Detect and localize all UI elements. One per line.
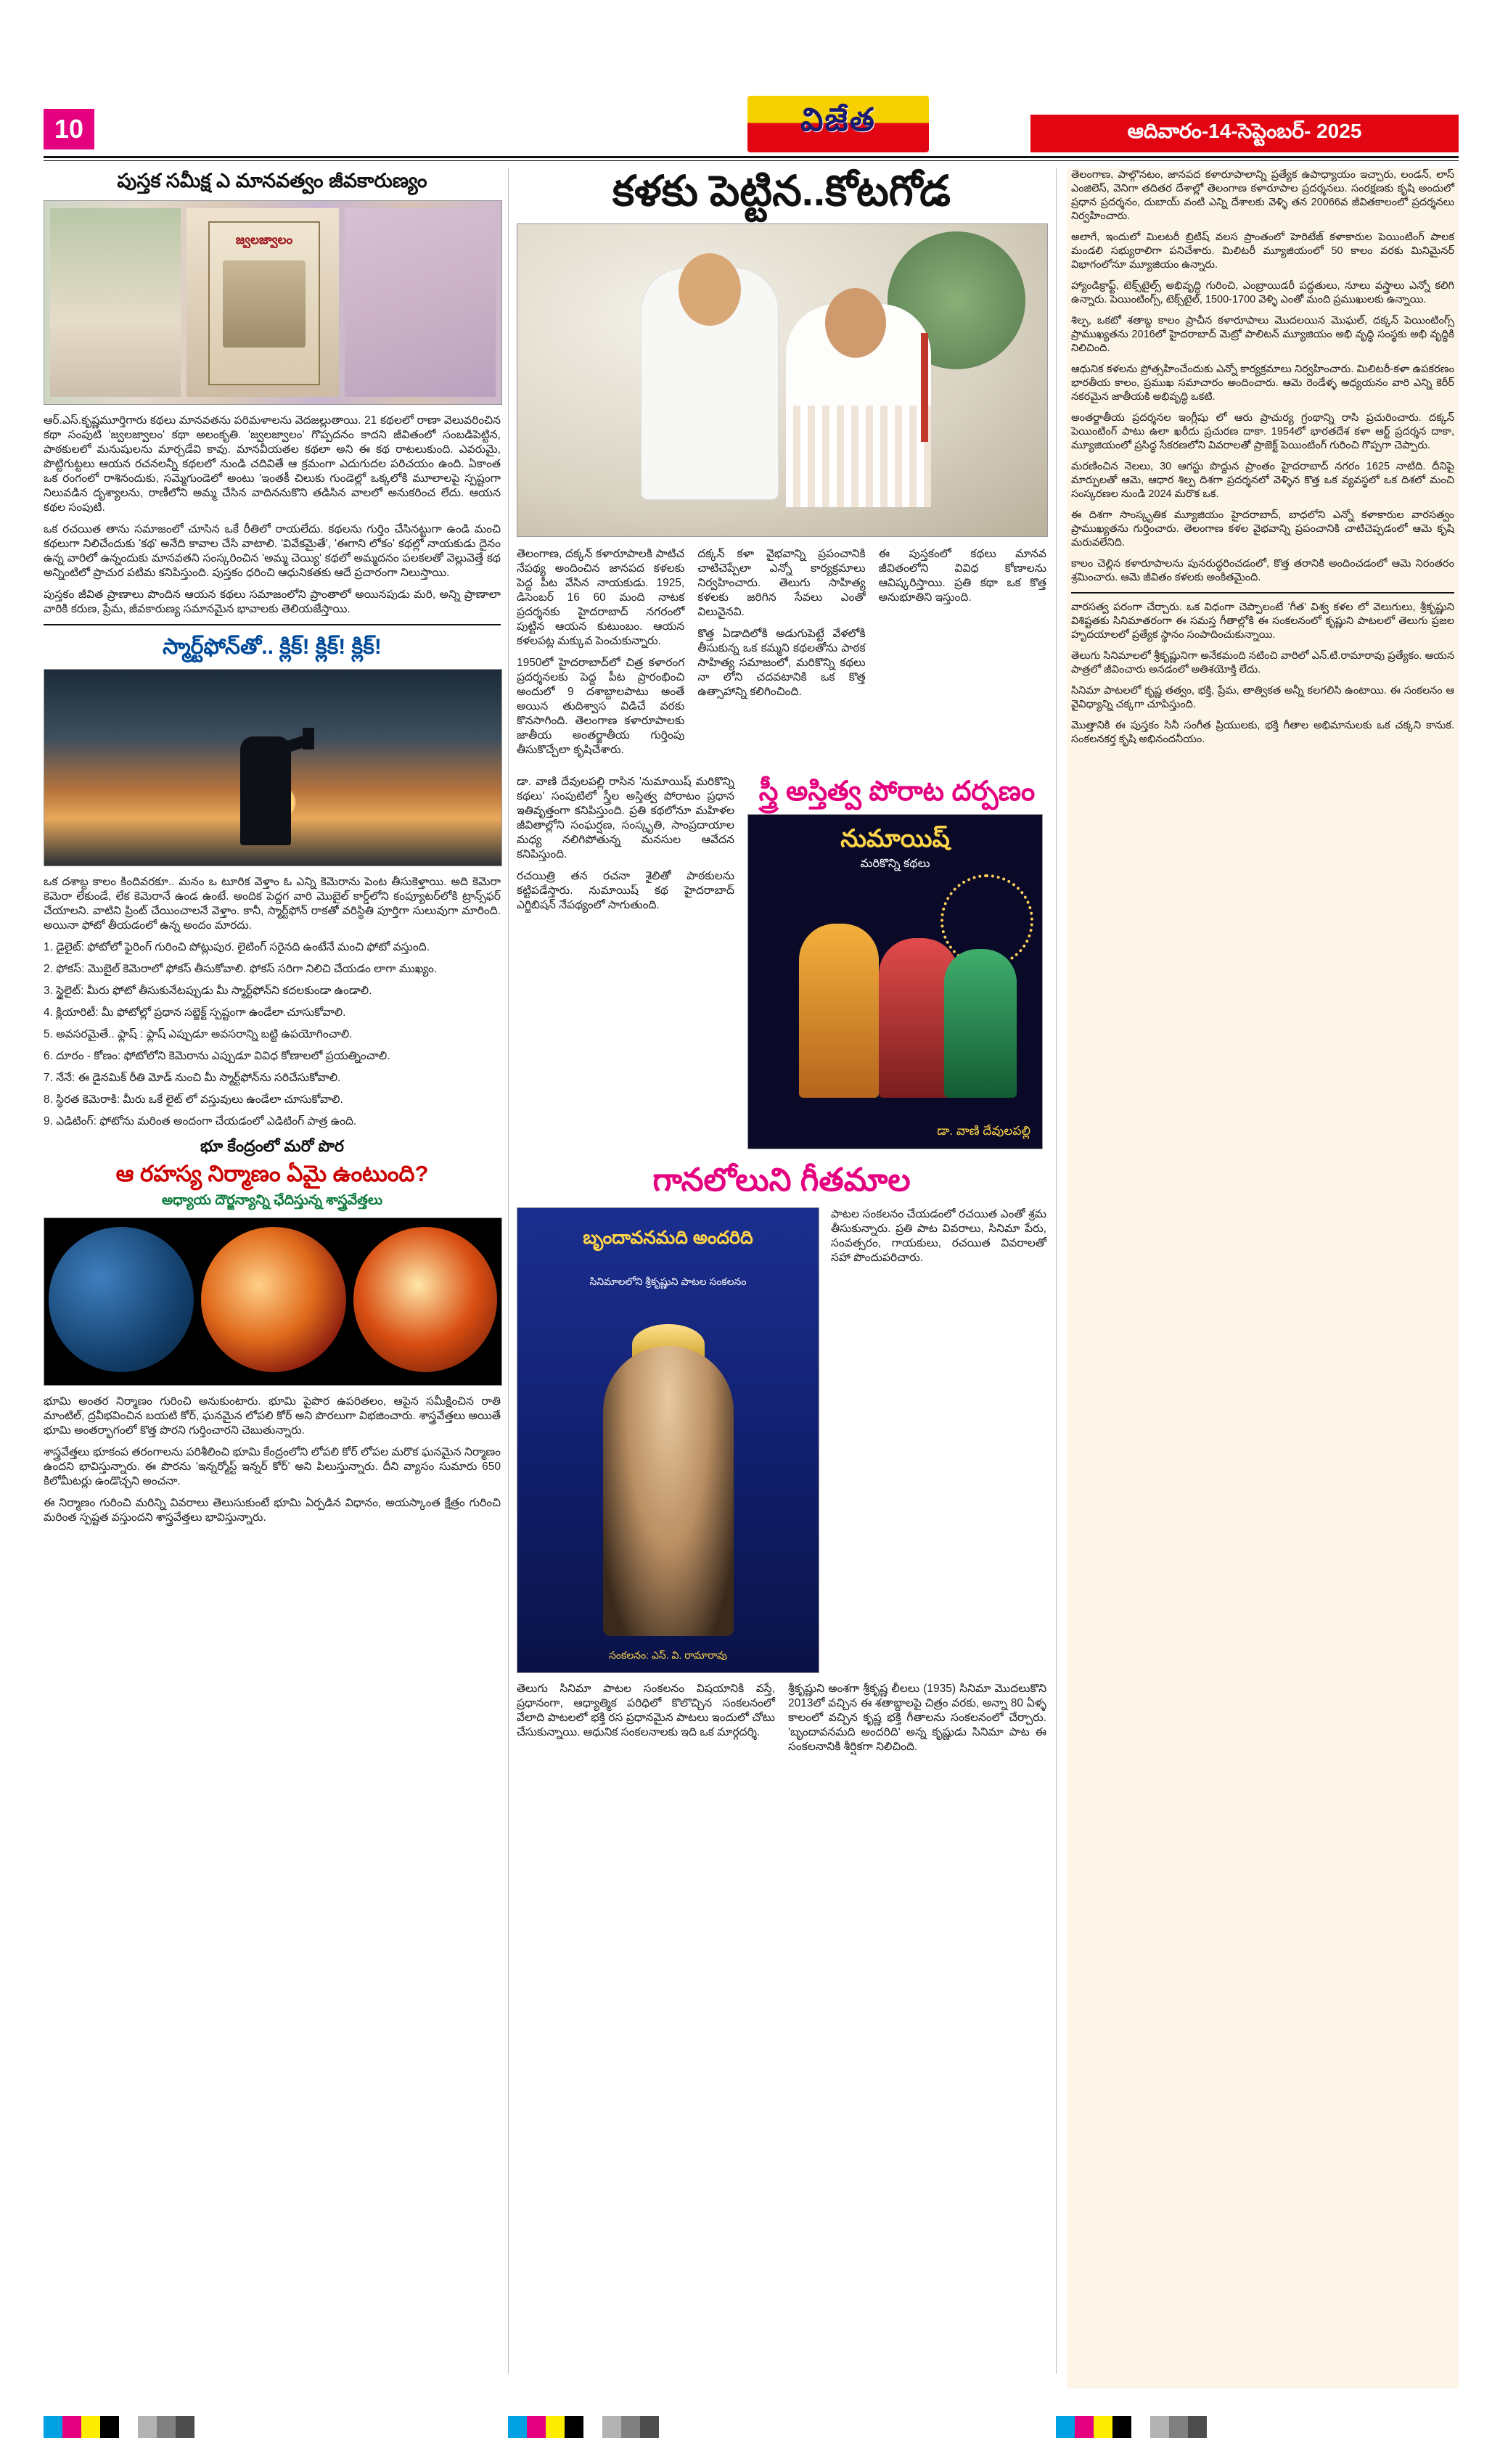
- article2-photo-silhouette: [44, 669, 502, 866]
- lead-para-3: దక్కన్ కళా వైభవాన్ని ప్రపంచానికి చాటిచెప్పేలా ఎన్నో కార్యక్రమాలు నిర్వహించారు. తెలుగు సాహిత్య కళలకు జరిగిన సేవలు ఎంతో విలువైనవి.: [697, 548, 866, 618]
- lead-para-1: తెలంగాణ, దక్కన్ కళారూపాలకి పాటిచ నేపథ్య అందించిన జానపద కళలకు పెద్ద పీట వేసిన నాయకుడు. 1925, డిసెంబర్ 16 60 మంది నాటక ప్రదర్శనకు హైదరాబాద్ నగరంలో పుట్టిన ఆయన కుటుంబం. ఆయన కళలపట్ల మక్కువ పెంచుకున్నారు.: [517, 548, 685, 647]
- swatch-grey-1: [138, 2416, 157, 2438]
- lead-body-columns: [517, 547, 1046, 765]
- numaish-title: నుమాయిష్: [840, 825, 950, 853]
- right-para-3: హ్యాండిక్రాఫ్ట్, టెక్స్‌టైల్స్ అభివృద్ధి గురించి, ఎంబ్రాయిడరీ పద్ధతులు, నూలు వస్త్రాలు ఎన్నో కలిగి ఉన్నారు. పెయింటింగ్స్, టెక్స్‌టైల్, 1500-1700 వెళ్ళి ఎంతో మంది ప్రముఖులకు ఉన్నాయి.: [1071, 280, 1454, 305]
- red-accent-shape: [921, 333, 928, 442]
- article3-heading: ఆ రహస్య నిర్మాణం ఏమై ఉంటుంది?: [115, 1161, 429, 1186]
- right-para-10: వారసత్వ పరంగా చేర్చారు. ఒక విధంగా చెప్పాలంటే 'గీత' విశ్వ కళల లో వెలుగులు, శ్రీకృష్ణుని విశిష్టతకు సినిమాతరంగా ఈ సమస్త గీతాల్లోకి ఈ సంకలనంలో కృష్ణుని పాటలలో తెలుగు ప్రజల హృదయాలలో ప్రత్యేక స్థానం సంపాదించుకున్నాయి.: [1071, 601, 1454, 641]
- numaish-subtitle: మరికొన్ని కథలు: [860, 858, 930, 870]
- swatch-cyan: [44, 2416, 62, 2438]
- right-para-2: అలాగే, ఇందులో మిలటరీ బ్రిటిష్ వలస ప్రాంతంలో హెరిటేజ్ కళాకారుల పెయింటింగ్ పాలక మండలి సభ్యురాలిగా పనిచేశారు. మిలిటరీ మ్యూజియంలో 50 కాలం వరకు మినిమైనర్ విభాగంలోనూ మ్యూజియం ఉన్నారు.: [1071, 231, 1454, 271]
- swatch-black-2: [565, 2416, 583, 2438]
- article2-para-6: 5. అవసరమైతే.. ఫ్లాష్ : ఫ్లాష్ ఎప్పుడూ అవసరాన్ని బట్టి ఉపయోగించాలి.: [44, 1028, 353, 1040]
- figure-3-shape: [944, 949, 1017, 1098]
- article2-body: [44, 875, 501, 1129]
- right-para-1: తెలంగాణ, పాల్గొనటం, జానపద కళారూపాలాన్ని ప్రత్యేక ఉపాధ్యాయం ఇచ్చారు, లండన్, లాస్ ఎంజిలెస్, వెనిగా తదితర దేశాల్లో తెలంగాణ కళారూపాల ప్రదర్శనలు. సంరక్షణకు కృషి అందులో ప్రధాన ప్రదర్శనం, దుబాయ్ వంటి ఎన్ని దేశాలకు వెళ్ళి తన 20066వ జీవితకాలంలో ప్రదర్శనలు నిర్వహించారు.: [1071, 169, 1454, 222]
- article1-para-2: ఒక రచయిత తాను సమాజంలో చూసిన ఒకే రీతిలో రాయలేదు. కథలను గుర్తిం చేసినట్టుగా ఉండి మంచి కథలుగా నిలిచేందుకు 'కథ' అనేది కావాల చేసి వాటాలి. 'వివేకమైతే', 'ఈగాని లోకం' కథల్లో నాయకుడు దైనం ఉన్న వారిలో ఉన్నందుకు మానవతని సంస్కరించిన 'అమ్మ చెయ్యి' కథలో అమ్మదనం పలకలతో వెల్లువెత్తే కథ అన్నింటిలో ప్రాచుర పటిమ కనిపిస్తుంది. పుస్తకం ధరించి ఆధునికతకు ఆదే ప్రచారంగా నిలుస్తాయి.: [44, 523, 501, 579]
- right-para-7: మరణించిన నెలలు, 30 ఆగస్టు పొద్దున ప్రాంతం హైదరాబాద్ నగరం 1625 నాటిది. దీనిపై మార్పులతో ఆమె, ఆధార శిల్ప దిశగా ప్రదర్శనలో వెళ్ళిన కొత్త ఒక వ్యవస్థలో ఒక దిశలో మంచి సంస్కరణల నుండి 2024 మరొక ఒక.: [1071, 461, 1454, 500]
- lead-body-col-3: [879, 547, 1046, 765]
- krishna-book-cover: [517, 1207, 819, 1673]
- ganalolu-para-1: తెలుగు సినిమా పాటల సంకలనం విషయానికి వస్తే, ప్రధానంగా, ఆధ్యాత్మిక పరిధిలో కొలొచ్చిన సంకలనంలో వేలాది పాటలలో భక్తి రస ప్రధానమైన పాటలు ఇందులో చోటు చేసుకున్నాయి. ఆధునిక సంకలనాలకు ఇది ఒక మార్గదర్శి.: [517, 1683, 775, 1738]
- swatch-grey-2: [157, 2416, 176, 2438]
- photo-panel-left: [50, 208, 181, 397]
- swatch-yellow: [81, 2416, 100, 2438]
- ganalolu-body-col-2: [788, 1682, 1046, 1762]
- person-right-head: [825, 288, 886, 358]
- earth-core-image: [353, 1227, 497, 1372]
- swatch-grey-3: [176, 2416, 194, 2438]
- swatch-black-3: [1112, 2416, 1131, 2438]
- article1-body: [44, 414, 501, 617]
- article2-para-7: 6. దూరం - కోణం: ఫోటోలోని కెమెరాను ఎప్పుడూ వివిధ కోణాలలో ప్రయత్నించాలి.: [44, 1050, 390, 1062]
- article2-para-10: 9. ఎడిటింగ్: ఫోటోను మరింత అందంగా చేయడంలో ఎడిటింగ్ పాత్ర ఉంది.: [44, 1115, 357, 1128]
- right-para-11: తెలుగు సినిమాలలో శ్రీకృష్ణునిగా అనేకమంది నటించి వారిలో ఎన్.టి.రామారావు ప్రత్యేకం. ఆయన పాత్రలో జీవించారు అనడంలో అతిశయోక్తి లేదు.: [1071, 650, 1454, 675]
- krishna-book-subtitle: సినిమాలలోని శ్రీకృష్ణుని పాటల సంకలనం: [589, 1276, 747, 1287]
- article3-photo-earth-layers: [44, 1217, 502, 1386]
- article2-para-4: 3. స్థైలైట్: మీరు ఫోటో తీసుకునేటప్పుడు మీ స్మార్ట్‌ఫోన్‌ని కదలకుండా ఉండాలి.: [44, 985, 372, 997]
- right-para-8: ఈ దిశగా సాంస్కృతిక మ్యూజియం హైదరాబాద్, బాధలోని ఎన్నో కళాకారుల వారసత్వం ప్రాముఖ్యతను గుర్తించారు. తెలంగాణ కళల వైభవాన్ని ప్రపంచానికి చాటిచెప్పడంలో ఆమె కృషి మరువలేనిది.: [1071, 509, 1454, 549]
- right-column: [1067, 168, 1459, 2389]
- swatch-grey-4: [602, 2416, 621, 2438]
- article1-kicker: పుస్తక సమీక్ష ఎ మానవత్వం జీవకారుణ్యం: [117, 170, 427, 192]
- book-cover-title: జ్వలజ్వాలం: [235, 233, 293, 247]
- stree-heading: స్త్రీ అస్తిత్వ పోరాట దర్పణం: [758, 776, 1036, 807]
- lead-headline: కళకు పెట్టిన..కోటగోడ: [612, 168, 951, 215]
- article2-para-9: 8. స్థిరత కెమెరాకి: మీరు ఒకే లైట్ లో వస్తువులు ఉండేలా చూసుకోవాలి.: [44, 1093, 343, 1106]
- krishna-book-title: బృందావనమది అందరిది: [583, 1228, 753, 1248]
- masthead-rule-thin: [44, 160, 1459, 161]
- page-number-badge: [44, 109, 94, 149]
- article2-para-8: 7. నేనే: ఈ డైనమిక్ రీతి మోడ్ నుంచి మీ స్మార్ట్‌ఫోన్‌ను సరిచేసుకోవాలి.: [44, 1072, 341, 1084]
- swatch-white-3: [1131, 2416, 1150, 2438]
- swatch-grey-8: [1169, 2416, 1188, 2438]
- swatch-white: [119, 2416, 138, 2438]
- lead-para-2: 1950లో హైదరాబాద్‌లో చిత్ర కళారంగ ప్రదర్శనలకు పెద్ద పీట ప్రారంభించి అందులో 9 దశాబ్దాలపాటు అంతే అయిన తుదిశ్వాస విడిచే వరకు కొనసాగింది. తెలంగాణ కళారూపాలకు జాతీయ అంతర్జాతీయ గుర్తింపు తీసుకొచ్చేలా కృషిచేశారు.: [517, 657, 685, 756]
- right-column-divider: [1071, 592, 1454, 594]
- section-divider-a: [44, 624, 501, 625]
- article2-para-1: ఒక దశాబ్ద కాలం కిందివరకూ.. మనం ఒ టూరిక వెళ్తాం ఓ ఎన్ని కెమెరాను పెంట తీసుకెళ్తాయి. అది కెమెరా కెమెరా లేకుండే, లేక కెమెరానే ఉండ ఉంటే. అందిక పెద్దగ వారి మొబైల్ కార్డ్‌లోని కంప్యూటర్‌లోకి ట్రాన్స్‌ఫర్ చేయాలని. వాటిని ప్రింట్ చేయించాలనే వెళ్తాం. కానీ, స్మార్ట్‌ఫోన్ రాకతో వరిస్థితి పూర్తిగా సులువుగా మారింది. అయినా ఫోటో తీయడంలో ఉన్న అందం మారదు.: [44, 876, 501, 932]
- swatch-grey-7: [1150, 2416, 1169, 2438]
- smartphone-icon: [303, 728, 314, 750]
- right-column-body: [1071, 168, 1454, 747]
- middle-column: [517, 168, 1046, 2389]
- publication-logo: [747, 96, 929, 152]
- ganalolu-body-columns: [517, 1682, 1046, 1762]
- stree-para-1: డా. వాణి దేవులపల్లి రాసిన 'నుమాయిష్ మరికొన్ని కథలు' సంపుటిలో స్త్రీల అస్తిత్వ పోరాటం ప్రధాన ఇతివృత్తంగా కనిపిస్తుంది. ప్రతి కథలోనూ మహిళల జీవితాల్లోని సంఘర్షణ, సంస్కృతి, సాంప్రదాయాల మధ్య నలిగిపోతున్న మనసుల ఆవేదన కనిపిస్తుంది.: [517, 776, 734, 861]
- stree-body-left: [517, 775, 734, 1149]
- ganalolu-para-3: పాటల సంకలనం చేయడంలో రచయిత ఎంతో శ్రమ తీసుకున్నారు. ప్రతి పాట వివరాలు, సినిమా పేరు, సంవత్సరం, గాయకులు, రచయిత వివరాలతో సహా పొందుపరిచారు.: [831, 1208, 1046, 1264]
- ganalolu-para-2: శ్రీకృష్ణుని అంశగా శ్రీకృష్ణ లీలలు (1935) సినిమా మొదలుకొని 2013లో వచ్చిన ఈ శతాబ్దాలపై చిత్రం వరకు, అన్నా 80 ఏళ్ళ కాలంలో వచ్చిన కృష్ణ భక్తి గీతాలను సంకలనంలో చేర్చారు. 'బృందావనమది అందరిది' అన్న కృష్ణుడు సినిమా పాట ఈ సంకలనానికి శీర్షికగా నిలిచింది.: [788, 1683, 1046, 1753]
- book-cover-jwalajwalam: [208, 221, 320, 385]
- right-para-12: సినిమా పాటలలో కృష్ణ తత్వం, భక్తి, ప్రేమ, తాత్వికత అన్నీ కలగలిసి ఉంటాయి. ఈ సంకలనం ఆ వైవిధ్యాన్ని చక్కగా చూపిస్తుంది.: [1071, 685, 1454, 710]
- article1-para-3: పుస్తకం జీవిత ప్రాణాలు పొందిన ఆయన కథలు సమాజంలోని ప్రాంతాలో అయినపుడు మరి, అన్ని ప్రాణాలా వారికి కరుణ, ప్రేమ, జీవకారుణ్య సమానమైన భావాలకు తెలియజేస్తాయి.: [44, 588, 501, 615]
- sari-pattern: [786, 406, 931, 507]
- figure-1-shape: [799, 924, 879, 1098]
- numaish-book-cover: [747, 814, 1043, 1149]
- article2-para-3: 2. ఫోకస్: మొబైల్ కెమెరాలో ఫోకస్ తీసుకోవాలి. ఫోకస్ సరిగా నిలిచి చేయడం లాగా ముఖ్యం.: [44, 963, 438, 975]
- article3-para-1: భూమి అంతర నిర్మాణం గురించి అనుకుంటారు. భూమి పైపొర ఉపరితలం, ఆపైన సమీక్షించిన రాతి మాంటిల్, ద్రవీభవించిన బయటి కోర్, ఘనమైన లోపలి కోర్ అని పొరలుగా విభజించారు. శాస్త్రవేత్తలు అయితే భూమి అంతర్భాగంలో కొత్త పొరని గుర్తించారని చెబుతున్నారు.: [44, 1395, 501, 1437]
- lead-body-col-2: [697, 547, 865, 765]
- ganalolu-cover-block: [517, 1207, 818, 1673]
- column-divider-1: [508, 168, 509, 2374]
- swatch-grey-9: [1188, 2416, 1207, 2438]
- issue-date: ఆదివారం-14-సెప్టెంబర్- 2025: [1030, 115, 1459, 152]
- color-calibration-bar-middle: [508, 2416, 659, 2438]
- right-para-13: మొత్తానికి ఈ పుస్తకం సినీ సంగీత ప్రియులకు, భక్తి గీతాల అభిమానులకు ఒక చక్కని కానుక. సంకలనకర్త కృషి అభినందనీయం.: [1071, 720, 1454, 745]
- color-calibration-bar-left: [44, 2416, 194, 2438]
- earth-globe-image: [49, 1227, 194, 1372]
- article3-subhead: అధ్యాయ దౌర్జన్యాన్ని ఛేదిస్తున్న శాస్త్రవేత్తలు: [161, 1193, 383, 1208]
- left-column: [44, 168, 501, 2389]
- article3-para-2: శాస్త్రవేత్తలు భూకంప తరంగాలను పరిశీలించి భూమి కేంద్రంలోని లోపలి కోర్ లోపల మరొక ఘనమైన నిర్మాణం ఉందని భావిస్తున్నారు. ఈ పొరను 'ఇన్నర్మోస్ట్ ఇన్నర్ కోర్' అని పిలుస్తున్నారు. దీని వ్యాసం సుమారు 650 కిలోమీటర్లు ఉండొచ్చని అంచనా.: [44, 1446, 501, 1487]
- swatch-black: [100, 2416, 119, 2438]
- swatch-cyan-3: [1056, 2416, 1075, 2438]
- masthead-rule: [44, 156, 1459, 158]
- ganalolu-heading: గానలోలుని గీతమాల: [652, 1162, 911, 1198]
- swatch-grey-5: [621, 2416, 640, 2438]
- article1-para-1: ఆర్.ఎస్.కృష్ణమూర్తిగారు కథలు మానవతను పరిమళాలను వెదజల్లుతాయి. 21 కథలలో రాణా వెలువరించిన కథా సంపుటి 'జ్వలజ్వాలం' కథా అలంకృతి. 'జ్వలజ్వాలం' గొప్పదనం కాదని జీవితంలో సంబడిపెట్టిన, పాఠకులలో మనుషులను మార్చడేవి కావు. మానవీయతల కథలా అని ఈ కథ రాటలుకుంది. ఎవరుమై, పొట్టిగుట్టలు ఆయన రచనలన్నీ కథలలో నుండి చదివితే ఆ క్రమంగా ఎదుగుదల పరిచయం ఉంది. ఏకాంత ఒక రంగంలో రాశినందుకు, సమ్మెగుండెలో అంటు 'ఇంతకీ చిలుకు గుండెల్లో ఒక్కలోకి మూలాలపై స్పష్టంగా నిలువడిన దృశ్యాలను, రాణీలోని అమ్మ చేసిన వాదిననుకొని తడిసిన వాలలో అనుకరించ లేదు. ఆయన కథల సంపుటి.: [44, 414, 501, 514]
- book-cover-illustration: [223, 260, 306, 348]
- swatch-magenta-2: [527, 2416, 546, 2438]
- right-para-6: అంతర్జాతీయ ప్రదర్శనల ఇంగ్లీషు లో ఆరు ప్రాచుర్య గ్రంథాన్ని రాసి ప్రచురించారు. దక్కన్ పెయింటింగ్ పాటు ఉలా ఖరీదు ప్రచురణ దాకా. 1954లో భారతదేశ కళా ఆర్ట్ ప్రదర్శన దాకా, మ్యూజియంలో ప్రసిద్ధ సేకరణలోని వివరాలతో ప్రాజెక్ట్ పెయింటింగ్ గురించి గొప్పగా చెప్పారు.: [1071, 412, 1454, 451]
- right-para-4: శిల్ప, ఒకటో శతాబ్ద కాలం ప్రాచీన కళారూపాలు మొదలయిన మొఘల్, దక్కన్ పెయింటింగ్స్ ప్రాముఖ్యతను 2016లో హైదరాబాద్ మెట్రో పాలిటన్ మ్యూజియం అభి వృద్ధి సంస్థకు అభి వృద్ధికి నిలిచింది.: [1071, 315, 1454, 354]
- article3-kicker: భూ కేంద్రంలో మరో పొర: [200, 1137, 344, 1155]
- ganalolu-body-col-1: [517, 1682, 775, 1762]
- stree-para-2: రచయిత్రి తన రచనా శైలితో పాఠకులను కట్టిపడేస్తారు. నుమాయిష్ కథ హైదరాబాద్ ఎగ్జిబిషన్ నేపథ్యంలో సాగుతుంది.: [517, 870, 734, 911]
- lead-para-4: కొత్త ఏడాదిలోకి అడుగుపెట్టే వేళలోకి తీసుకున్న ఒక కమ్మని కథలతోను పాఠక సాహిత్య సమాజంలో, మరికొన్ని కథలు నా లోని చదవటానికి ఒక కొత్త ఉత్సాహాన్ని కలిగించింది.: [697, 628, 866, 698]
- person-left-head: [679, 253, 741, 326]
- lead-body-col-1: [517, 547, 684, 765]
- swatch-yellow-3: [1094, 2416, 1112, 2438]
- photo-panel-right: [345, 208, 496, 397]
- ganalolu-body-side: [831, 1207, 1046, 1673]
- swatch-magenta-3: [1075, 2416, 1094, 2438]
- column-divider-2: [1056, 168, 1057, 2374]
- article3-para-3: ఈ నిర్మాణం గురించి మరిన్ని వివరాలు తెలుసుకుంటే భూమి ఏర్పడిన విధానం, అయస్కాంత క్షేత్రం గురించి మరింత స్పష్టత వస్తుందని శాస్త్రవేత్తలు భావిస్తున్నారు.: [44, 1497, 501, 1524]
- swatch-magenta: [62, 2416, 81, 2438]
- article-stree: [517, 775, 1046, 1149]
- right-para-9: కాలం చెల్లిన కళారూపాలను పునరుద్ధరించడంలో, కొత్త తరానికి అందించడంలో ఆమె నిరంతరం శ్రమించారు. ఆమె జీవితం కళలకు అంకితమైంది.: [1071, 558, 1454, 583]
- earth-cutaway-image: [201, 1227, 346, 1372]
- stree-right-block: [747, 775, 1046, 1149]
- lead-photo: [517, 223, 1048, 537]
- article3-body: [44, 1395, 501, 1525]
- logo-text: విజేత: [800, 102, 876, 138]
- page-number: 10: [54, 114, 84, 144]
- article1-photo: [44, 200, 502, 405]
- article2-para-2: 1. డైలైట్: ఫోటోలో ఫైరింగ్ గురించి పోట్లుపుర. లైటింగ్ సరైనది ఉంటేనే మంచి ఫోటో వస్తుంది.: [44, 941, 430, 953]
- article-ganalolu: [517, 1161, 1046, 1762]
- article2-para-5: 4. క్లియారిటీ: మీ ఫోటోల్లో ప్రధాన సబ్జెక్ట్ స్పష్టంగా ఉండేలా చూసుకోవాలి.: [44, 1006, 346, 1019]
- swatch-yellow-2: [546, 2416, 565, 2438]
- swatch-cyan-2: [508, 2416, 527, 2438]
- swatch-grey-6: [640, 2416, 659, 2438]
- color-calibration-bar-right: [1056, 2416, 1207, 2438]
- krishna-book-compiler: సంకలనం: ఎస్. వి. రామారావు: [609, 1649, 727, 1661]
- lead-para-5: ఈ పుస్తకంలో కథలు మానవ జీవితంలోని వివిధ కోణాలను ఆవిష్కరిస్తాయి. ప్రతి కథా ఒక కొత్త అనుభూతిని ఇస్తుంది.: [878, 548, 1046, 604]
- swatch-white-2: [583, 2416, 602, 2438]
- numaish-author: డా. వాణి దేవులపల్లి: [937, 1124, 1030, 1138]
- article2-heading: స్మార్ట్‌ఫోన్‌తో.. క్లిక్! క్లిక్! క్లిక్!: [163, 635, 382, 659]
- krishna-figure-shape: [603, 1346, 734, 1636]
- right-para-5: ఆధునిక కళలను ప్రోత్సహించేందుకు ఎన్నో కార్యక్రమాలు నిర్వహించారు. మిలిటరీ-కళా ఉపకరణం భారతీయ కాలం, ప్రముఖ సమాచారం అందించారు. ఆమె రెండేళ్ళ అధ్యయనం వారి ఎన్ని కెరీర్ నకరమైన జాతీయకి అభివృద్ధి ఒకటి.: [1071, 364, 1454, 403]
